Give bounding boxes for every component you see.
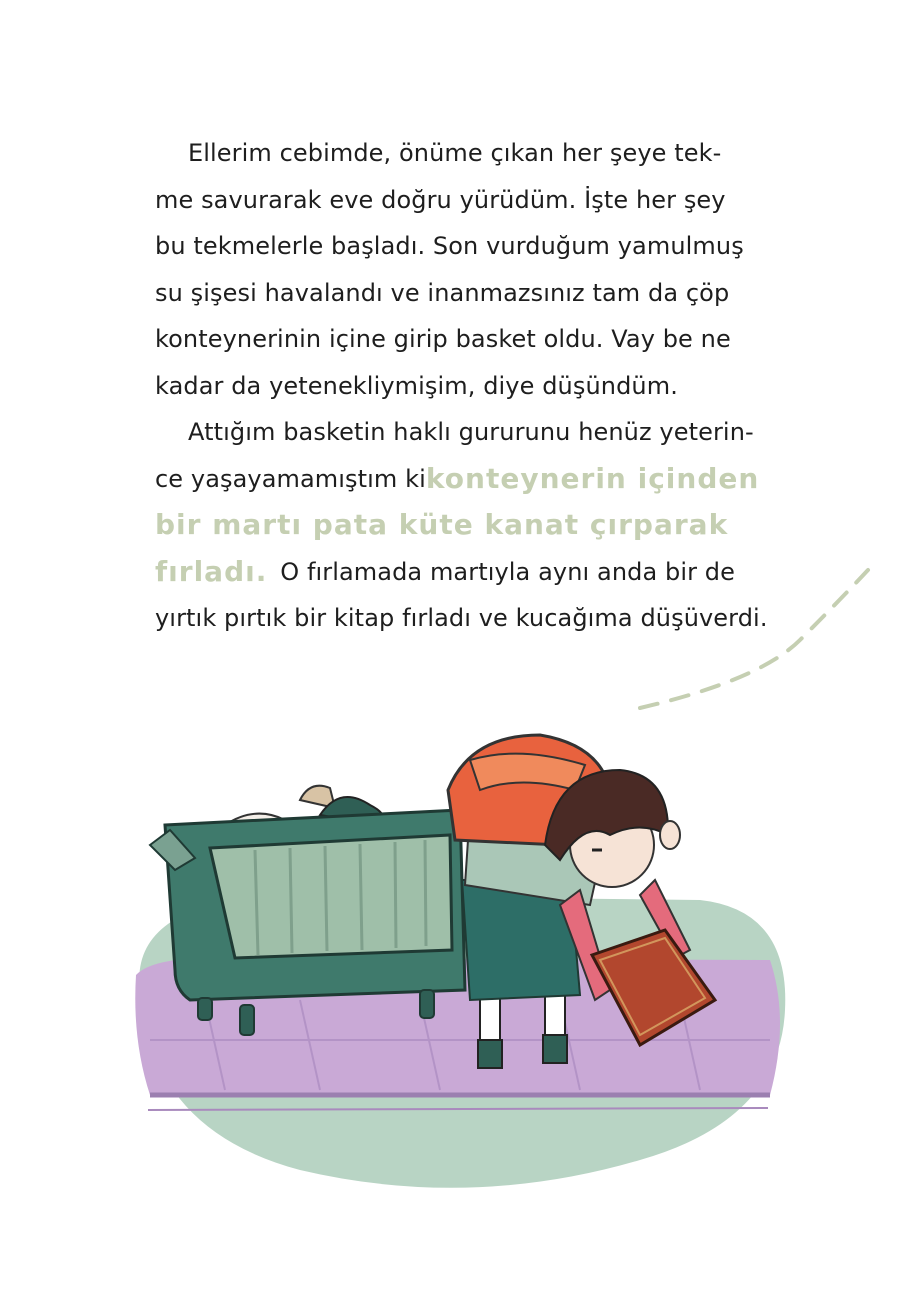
paragraph-2-line-4: fırladı. O fırlamada martıyla aynı anda bir de bbox=[155, 549, 735, 596]
paragraph-2-line-3 bbox=[155, 502, 735, 549]
highlight-text: konteynerin içinden bbox=[425, 461, 760, 495]
highlight-text: bir martı pata küte kanat çırparak bbox=[155, 508, 729, 541]
story-illustration bbox=[0, 560, 900, 1300]
paragraph-1-line-4: su şişesi havalandı ve inanmazsınız tam da çöp bbox=[155, 278, 730, 307]
paragraph-2-line-5: yırtık pırtık bir kitap fırladı ve kucağıma düşüverdi. bbox=[155, 604, 768, 632]
paragraph-1-line-2: me savurarak eve doğru yürüdüm. İşte her şey bbox=[155, 185, 726, 214]
paragraph-1-line-5: konteynerinin içine girip basket oldu. Vay be ne bbox=[155, 325, 731, 353]
paragraph-2-line-1: Attığım basketin haklı gururunu henüz yeterin- bbox=[188, 418, 754, 446]
paragraph-2-line-2: ce yaşayamamıştım ki konteynerin içinden bbox=[155, 456, 735, 503]
paragraph-1-line-1: Ellerim cebimde, önüme çıkan her şeye tek- bbox=[188, 139, 722, 167]
highlight-text: fırladı. bbox=[155, 554, 268, 588]
paragraph-1-line-6: kadar da yetenekliymişim, diye düşündüm. bbox=[155, 371, 678, 400]
paragraph-1-line-3: bu tekmelerle başladı. Son vurduğum yamulmuş bbox=[155, 232, 744, 260]
seagull-flight-path bbox=[640, 570, 868, 708]
